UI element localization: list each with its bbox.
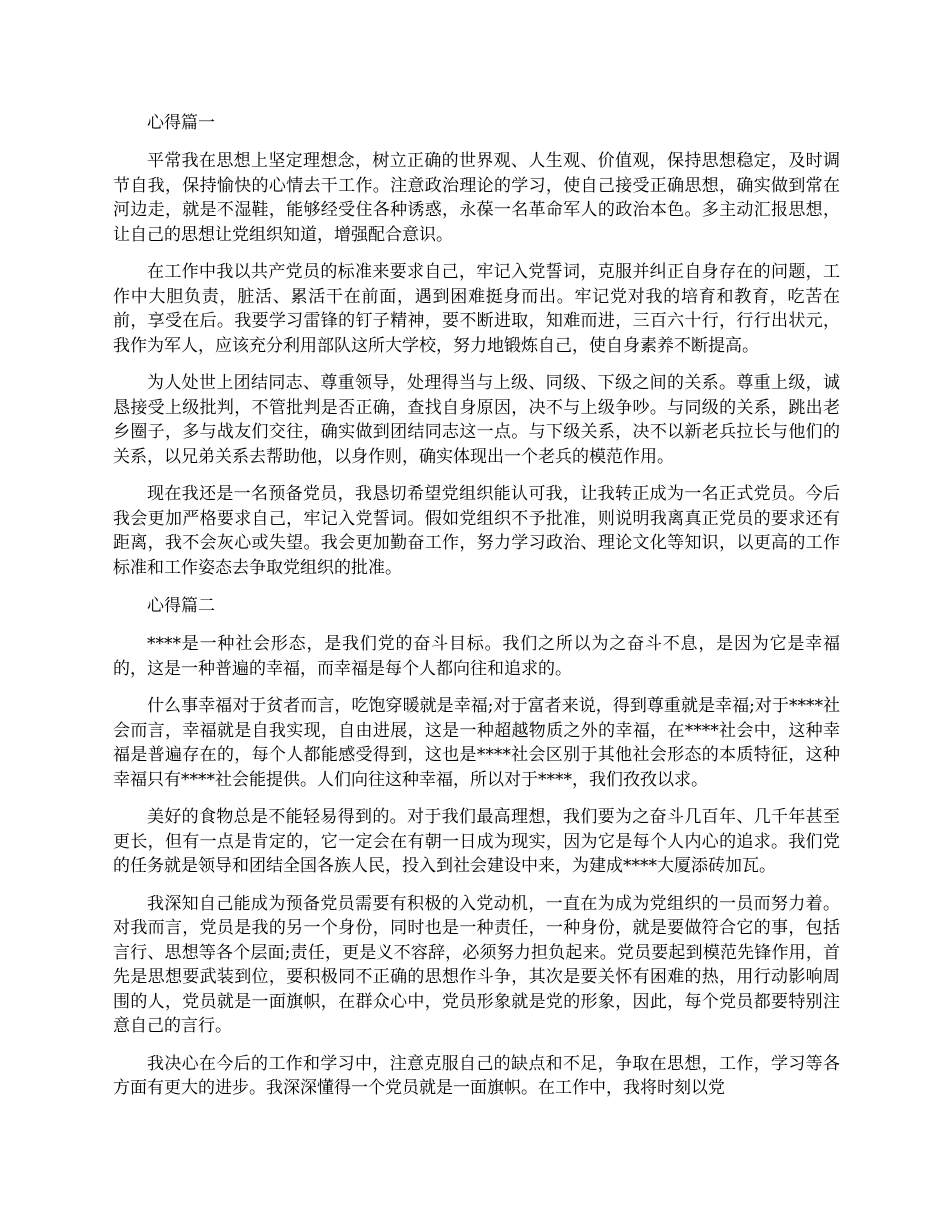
paragraph-2-5: 我决心在今后的工作和学习中，注意克服自己的缺点和不足，争取在思想，工作，学习等各方面有更大的进步。我深深懂得一个党员就是一面旗帜。在工作中，我将时刻以党 [113, 1053, 840, 1098]
paragraph-2-2: 什么事幸福对于贫者而言，吃饱穿暖就是幸福;对于富者来说，得到尊重就是幸福;对于****社会而言，幸福就是自我实现，自由进展，这是一种超越物质之外的幸福，在****社会中，这种幸福是普遍存在的，每个人都能感受得到，这也是****社会区别于其他社会形态的本质特征，这种幸福只有****社会能提供。人们向往这种幸福，所以对于****，我们孜孜以求。 [113, 696, 840, 790]
section-heading-2: 心得篇二 [147, 596, 215, 616]
section-heading-1: 心得篇一 [147, 113, 215, 133]
paragraph-2-3: 美好的食物总是不能轻易得到的。对于我们最高理想，我们要为之奋斗几百年、几千年甚至更长，但有一点是肯定的，它一定会在有朝一日成为现实，因为它是每个人内心的追求。我们党的任务就是领导和团结全国各族人民，投入到社会建设中来，为建成****大厦添砖加瓦。 [113, 807, 840, 876]
paragraph-1-2: 在工作中我以共产党员的标准来要求自己，牢记入党誓词，克服并纠正自身存在的问题，工作中大胆负责，脏活、累活干在前面，遇到困难挺身而出。牢记党对我的培育和教育，吃苦在前，享受在后。我要学习雷锋的钉子精神，要不断进取，知难而进，三百六十行，行行出状元，我作为军人，应该充分利用部队这所大学校，努力地锻炼自己，使自身素养不断提高。 [113, 262, 840, 356]
paragraph-1-1: 平常我在思想上坚定理想念，树立正确的世界观、人生观、价值观，保持思想稳定，及时调节自我，保持愉快的心情去干工作。注意政治理论的学习，使自己接受正确思想，确实做到常在河边走，就是不湿鞋，能够经受住各种诱惑，永葆一名革命军人的政治本色。多主动汇报思想，让自己的思想让党组织知道，增强配合意识。 [113, 151, 840, 245]
paragraph-2-1: ****是一种社会形态，是我们党的奋斗目标。我们之所以为之奋斗不息，是因为它是幸福的，这是一种普遍的幸福，而幸福是每个人都向往和追求的。 [113, 634, 840, 679]
document-page [113, 110, 840, 1114]
paragraph-1-4: 现在我还是一名预备党员，我恳切希望党组织能认可我，让我转正成为一名正式党员。今后我会更加严格要求自己，牢记入党誓词。假如党组织不予批准，则说明我离真正党员的要求还有距离，我不会灰心或失望。我会更加勤奋工作，努力学习政治、理论文化等知识，以更高的工作标准和工作姿态去争取党组织的批准。 [113, 484, 840, 578]
paragraph-1-3: 为人处世上团结同志、尊重领导，处理得当与上级、同级、下级之间的关系。尊重上级，诚恳接受上级批判，不管批判是否正确，查找自身原因，决不与上级争吵。与同级的关系，跳出老乡圈子，多与战友们交往，确实做到团结同志这一点。与下级关系，决不以新老兵拉长与他们的关系，以兄弟关系去帮助他，以身作则，确实体现出一个老兵的模范作用。 [113, 373, 840, 467]
paragraph-2-4: 我深知自己能成为预备党员需要有积极的入党动机，一直在为成为党组织的一员而努力着。对我而言，党员是我的另一个身份，同时也是一种责任，一种身份，就是要做符合它的事，包括言行、思想等各个层面;责任，更是义不容辞，必须努力担负起来。党员要起到模范先锋作用，首先是思想要武装到位，要积极同不正确的思想作斗争，其次是要关怀有困难的热，用行动影响周围的人，党员就是一面旗帜，在群众心中，党员形象就是党的形象，因此，每个党员都要特别注意自己的言行。 [113, 893, 840, 1036]
